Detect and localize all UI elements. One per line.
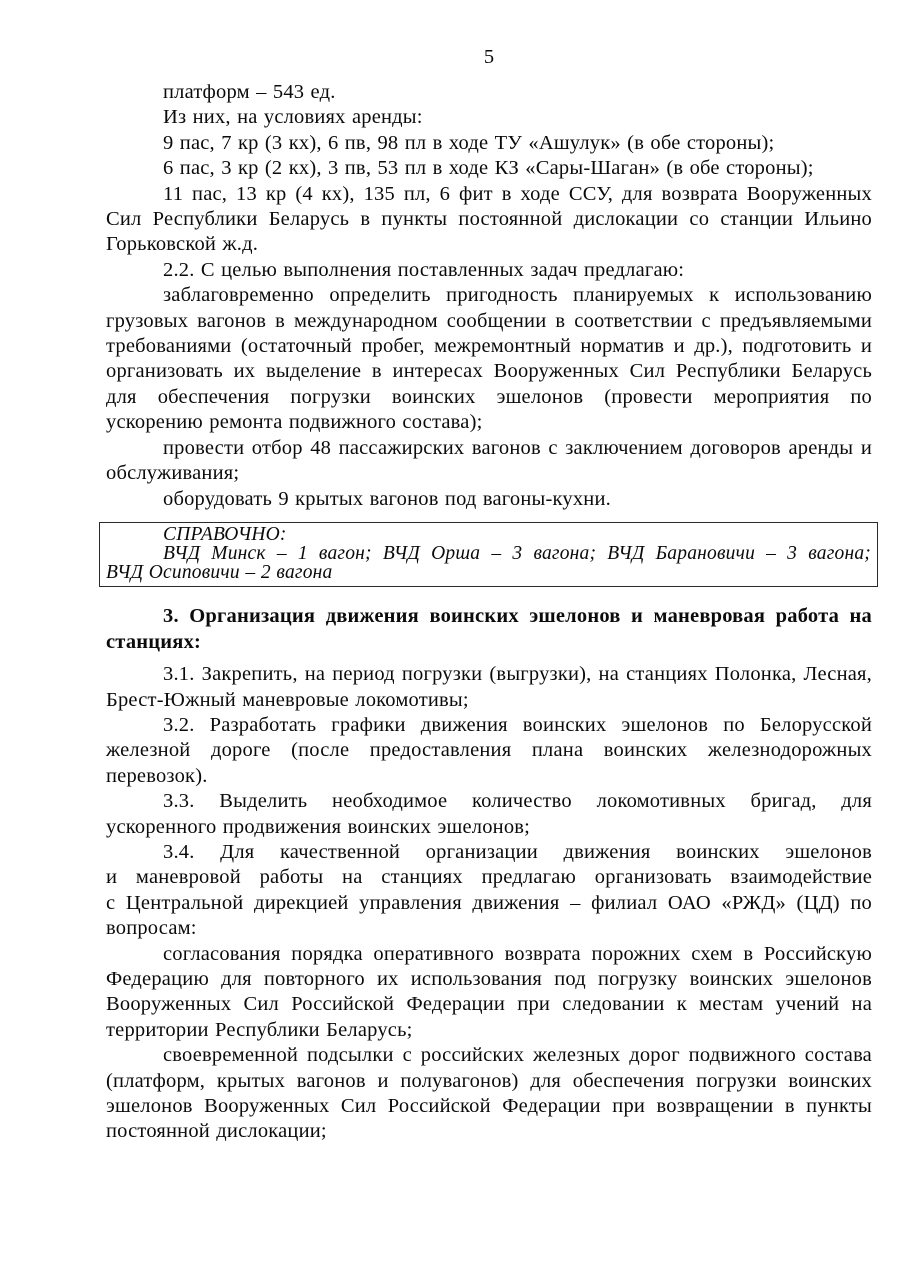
body-paragraph: 11 пас, 13 кр (4 кх), 135 пл, 6 фит в ходе ССУ, для возврата Вооруженных Сил Республики Беларусь в пункты постоянной дислокации со станции Ильино Горьковской ж.д.: [106, 182, 872, 256]
body-paragraph: 3.4. Для качественной организации движения воинских эшелонов и маневровой работы на станциях предлагаю организовать взаимодействие с Центральной дирекцией управления движения – филиал ОАО «РЖД» (ЦД) по вопросам:: [106, 840, 872, 940]
body-paragraph: провести отбор 48 пассажирских вагонов с заключением договоров аренды и обслуживания;: [106, 436, 872, 485]
body-paragraph: 2.2. С целью выполнения поставленных задач предлагаю:: [163, 258, 685, 281]
body-paragraph: 3.2. Разработать графики движения воинских эшелонов по Белорусской железной дороге (после предоставления плана воинских железнодорожных перевозок).: [106, 713, 872, 787]
body-paragraph: платформ – 543 ед.: [163, 81, 336, 103]
section-3-heading: 3. Организация движения воинских эшелонов и маневровая работа на станциях:: [106, 605, 872, 653]
body-paragraph: 3.3. Выделить необходимое количество локомотивных бригад, для ускоренного продвижения воинских эшелонов;: [106, 790, 872, 838]
body-paragraph: заблаговременно определить пригодность планируемых к использованию грузовых вагонов в международном сообщении в соответствии с предъявляемыми требованиями (остаточный пробег, межремонтный норматив и др.), подготовить и организовать их выделение в интересах Вооруженных Сил Республики Беларусь для обеспечения погрузки воинских эшелонов (провести мероприятия по ускорению ремонта подвижного состава);: [106, 284, 872, 434]
body-paragraph: своевременной подсылки с российских железных дорог подвижного состава (платформ, крытых вагонов и полувагонов) для обеспечения погрузки воинских эшелонов Вооруженных Сил Российской Федерации при возвращении в пункты постоянной дислокации;: [106, 1044, 872, 1143]
reference-note-box: [99, 522, 878, 587]
body-paragraph: оборудовать 9 крытых вагонов под вагоны-кухни.: [163, 487, 611, 510]
body-paragraph: 3.1. Закрепить, на период погрузки (выгрузки), на станциях Полонка, Лесная, Брест-Южный маневровые локомотивы;: [106, 663, 872, 711]
body-paragraph: 6 пас, 3 кр (2 кх), 3 пв, 53 пл в ходе КЗ «Сары-Шаган» (в обе стороны);: [163, 157, 814, 180]
body-paragraph: согласования порядка оперативного возврата порожних схем в Российскую Федерацию для повторного их использования под погрузку воинских эшелонов Вооруженных Сил Российской Федерации при следовании к местам учений на территории Республики Беларусь;: [106, 942, 872, 1041]
reference-note-label: СПРАВОЧНО:: [163, 523, 287, 545]
body-paragraph: Из них, на условиях аренды:: [163, 106, 423, 129]
reference-note-text: ВЧД Минск – 1 вагон; ВЧД Орша – 3 вагона; ВЧД Барановичи – 3 вагона; ВЧД Осиповичи – 2 вагона: [106, 542, 871, 583]
page-number: 5: [483, 46, 495, 68]
body-paragraph: 9 пас, 7 кр (3 кх), 6 пв, 98 пл в ходе ТУ «Ашулук» (в обе стороны);: [163, 131, 775, 154]
